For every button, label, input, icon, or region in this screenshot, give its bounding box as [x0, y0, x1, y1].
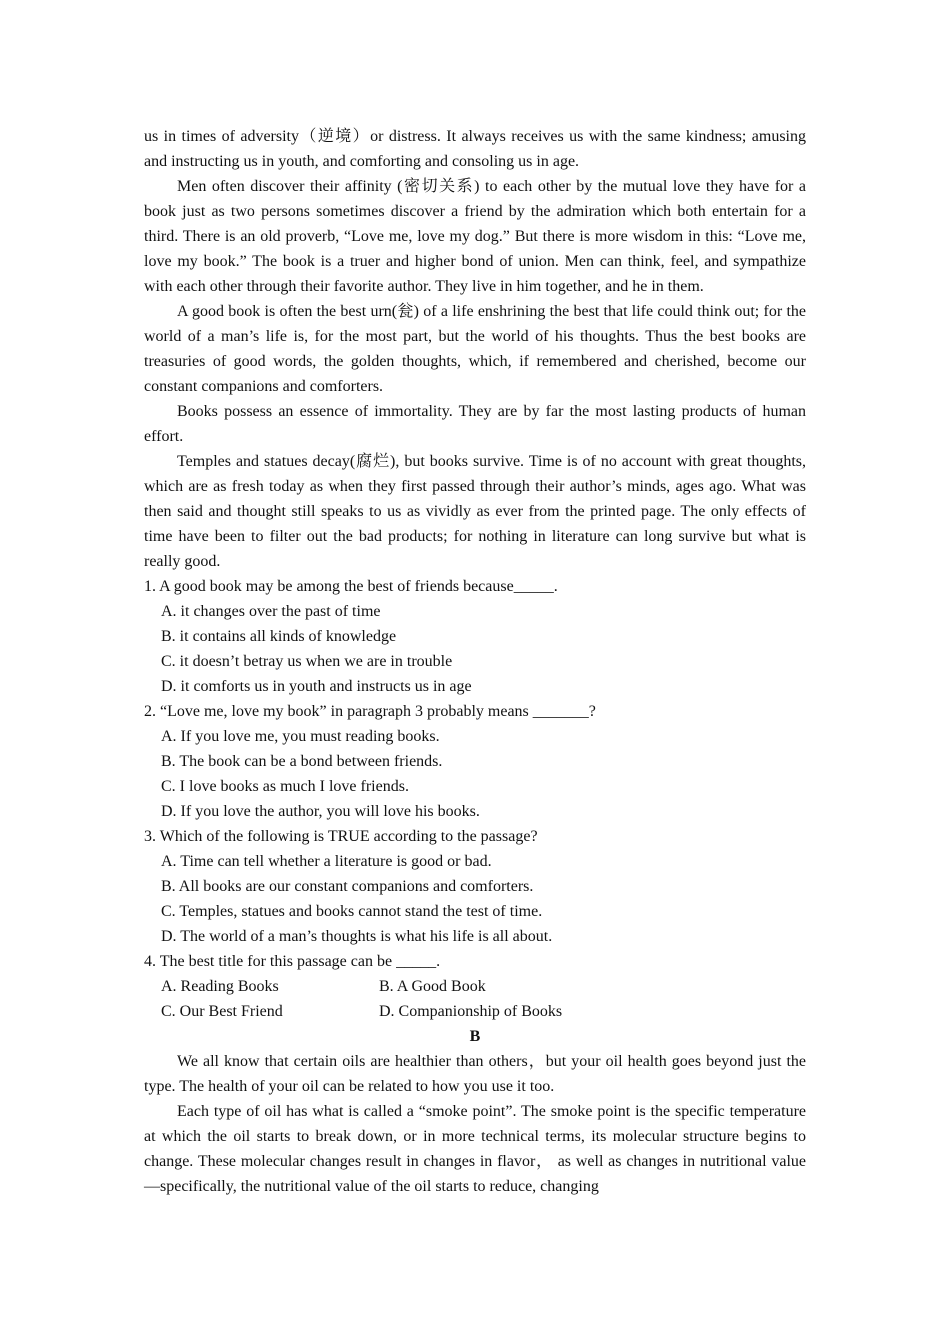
document-page [144, 124, 806, 1199]
passage-a-paragraph-2: Men often discover their affinity (密切关系) to each other by the mutual love they have for a book just as two persons sometimes discover a friend by the admiration which both entertain for a third. There is an old proverb, “Love me, love my dog.” But there is more wisdom in this: “Love me, love my book.” The book is a truer and higher bond of union. Men can think, feel, and sympathize with each other through their favorite author. They live in him together, and he in them. [144, 178, 806, 295]
passage-a-paragraph-5: Temples and statues decay(腐烂), but books survive. Time is of no account with great thoughts, which are as fresh today as when they first passed through their author’s minds, ages ago. What was then said and thought still speaks to us as vividly as ever from the printed page. The only effects of time have been to filter out the bad products; for nothing in literature can long survive but what is really good. [144, 453, 806, 570]
option-d: D. Companionship of Books [379, 1003, 563, 1020]
passage-a-paragraph-4: Books possess an essence of immortality. They are by far the most lasting products of human effort. [144, 403, 806, 445]
option-row [144, 999, 806, 1024]
section-heading: B [469, 1028, 481, 1045]
question-stem: 2. “Love me, love my book” in paragraph 3 probably means _______? [144, 703, 596, 720]
question-stem: 3. Which of the following is TRUE according to the passage? [144, 828, 538, 845]
passage-a-paragraph-3: A good book is often the best urn(瓮) of a life enshrining the best that life could think out; for the world of a man’s life is, for the most part, but the world of his thoughts. Thus the best books are treasuries of good words, the golden thoughts, which, if remembered and cherished, become our constant companions and comforters. [144, 303, 806, 395]
question-2 [144, 699, 806, 824]
option-a: A. Reading Books [161, 978, 279, 995]
question-1 [144, 574, 806, 699]
option-c: C. Temples, statues and books cannot stand the test of time. [161, 903, 543, 920]
option-b: B. A Good Book [379, 978, 486, 995]
passage-b-paragraph-2: Each type of oil has what is called a “smoke point”. The smoke point is the specific temperature at which the oil starts to break down, or in more technical terms, its molecular structure begins to change. These molecular changes result in changes in flavor， as well as changes in nutritional value—specifically, the nutritional value of the oil starts to reduce, changing [144, 1103, 806, 1195]
option-b: B. All books are our constant companions and comforters. [161, 878, 534, 895]
passage-a-paragraph-1: us in times of adversity（逆境）or distress. It always receives us with the same kindness; amusing and instructing us in youth, and comforting and consoling us in age. [144, 128, 806, 170]
option-d: D. If you love the author, you will love his books. [161, 803, 480, 820]
question-list [144, 574, 806, 1024]
option-c: C. Our Best Friend [161, 1003, 283, 1020]
option-row [144, 974, 806, 999]
option-c: C. it doesn’t betray us when we are in trouble [161, 653, 453, 670]
option-b: B. it contains all kinds of knowledge [161, 628, 397, 645]
option-b: B. The book can be a bond between friends. [161, 753, 443, 770]
passage-b [144, 1024, 806, 1199]
question-stem: 1. A good book may be among the best of friends because_____. [144, 578, 558, 595]
question-4 [144, 949, 806, 1024]
question-stem: 4. The best title for this passage can be _____. [144, 953, 441, 970]
question-3 [144, 824, 806, 949]
option-d: D. it comforts us in youth and instructs us in age [161, 678, 472, 695]
option-c: C. I love books as much I love friends. [161, 778, 409, 795]
passage-b-paragraph-1: We all know that certain oils are healthier than others，but your oil health goes beyond just the type. The health of your oil can be related to how you use it too. [144, 1053, 806, 1095]
option-a: A. If you love me, you must reading books. [161, 728, 440, 745]
option-d: D. The world of a man’s thoughts is what his life is all about. [161, 928, 553, 945]
option-a: A. Time can tell whether a literature is good or bad. [161, 853, 492, 870]
option-a: A. it changes over the past of time [161, 603, 381, 620]
passage-a [144, 124, 806, 574]
